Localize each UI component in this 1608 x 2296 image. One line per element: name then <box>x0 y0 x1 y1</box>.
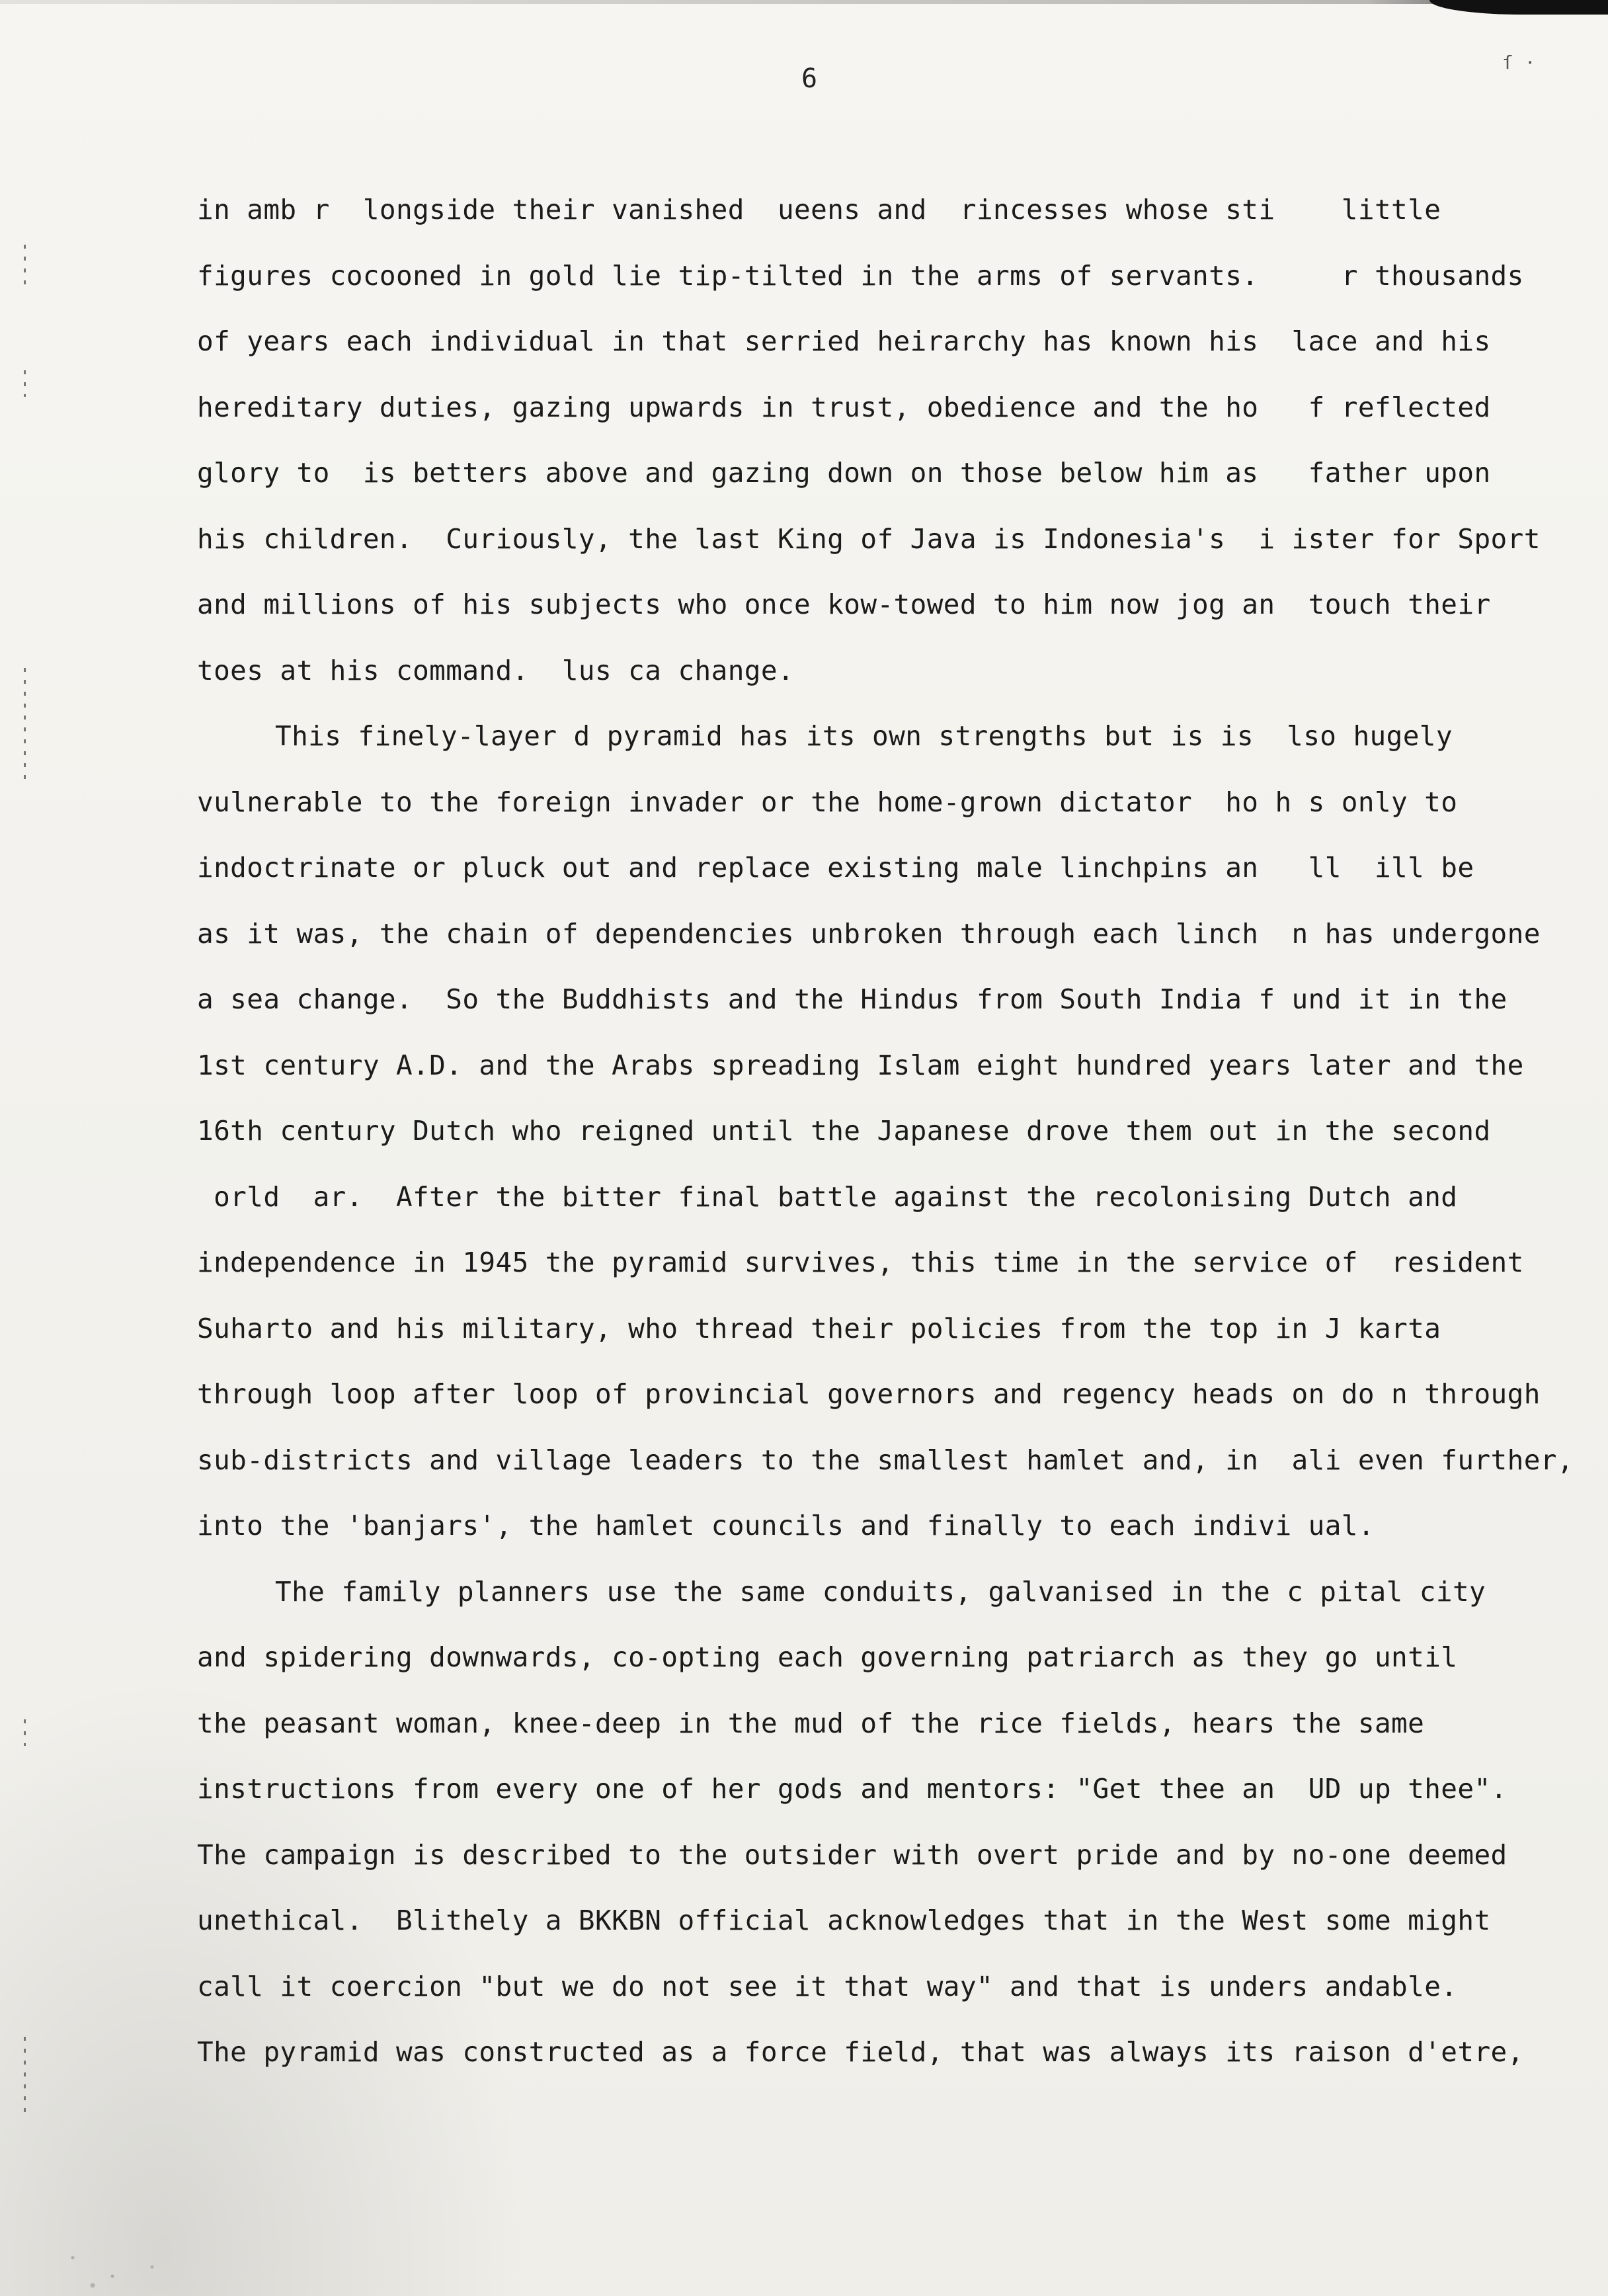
text-line: his children. Curiously, the last King of Java is Indonesia's i ister for Sport <box>197 522 1541 555</box>
text-line: unethical. Blithely a BKKBN official acknowledges that in the West some might <box>197 1905 1491 1936</box>
text-line: The campaign is described to the outsider with overt pride and by no-one deemed <box>197 1838 1508 1871</box>
scan-top-edge <box>0 0 1608 4</box>
text-line: toes at his command. lus ca change. <box>197 654 795 686</box>
body-text <box>197 177 1574 2086</box>
scan-speckle <box>33 2202 231 2295</box>
text-line: sub-districts and village leaders to the smallest hamlet and, in ali even further, <box>197 1444 1574 1476</box>
text-line: 1st century A.D. and the Arabs spreading Islam eight hundred years later and the <box>197 1049 1524 1081</box>
text-line: indoctrinate or pluck out and replace existing male linchpins an ll ill be <box>197 852 1474 883</box>
text-line: Suharto and his military, who thread their policies from the top in J karta <box>197 1312 1441 1344</box>
text-line: the peasant woman, knee-deep in the mud of the rice fields, hears the same <box>197 1707 1425 1739</box>
text-line: hereditary duties, gazing upwards in trust, obedience and the ho f reflected <box>197 391 1491 423</box>
text-line: independence in 1945 the pyramid survives, this time in the service of resident <box>197 1247 1524 1278</box>
text-line: glory to is betters above and gazing down on those below him as father upon <box>197 457 1491 489</box>
scan-margin-dots <box>24 668 26 780</box>
scan-corner-mark <box>1429 0 1608 15</box>
text-line: figures cocooned in gold lie tip-tilted in the arms of servants. r thousands <box>197 259 1524 292</box>
text-line: through loop after loop of provincial governors and regency heads on do n through <box>197 1378 1541 1410</box>
scan-margin-dots <box>24 370 26 397</box>
text-line: a sea change. So the Buddhists and the Hindus from South India f und it in the <box>197 983 1508 1015</box>
text-line: and spidering downwards, co-opting each governing patriarch as they go until <box>197 1641 1458 1673</box>
scan-margin-dots <box>24 2037 26 2116</box>
text-line: The family planners use the same conduits, galvanised in the c pital city <box>275 1575 1486 1608</box>
margin-mark: ſ · <box>1502 52 1536 73</box>
scan-margin-dots <box>24 245 26 284</box>
text-line: call it coercion "but we do not see it that way" and that is unders andable. <box>197 1970 1458 2002</box>
text-line: of years each individual in that serried heirarchy has known his lace and his <box>197 325 1491 357</box>
text-line: This finely-layer d pyramid has its own strengths but is is lso hugely <box>275 720 1453 752</box>
text-line: in amb r longside their vanished ueens and rincesses whose sti little <box>197 194 1441 226</box>
text-line: and millions of his subjects who once kow-towed to him now jog an touch their <box>197 589 1491 620</box>
text-line: The pyramid was constructed as a force field, that was always its raison d'etre, <box>197 2036 1524 2068</box>
text-line: orld ar. After the bitter final battle against the recolonising Dutch and <box>197 1180 1458 1213</box>
text-line: as it was, the chain of dependencies unbroken through each linch n has undergone <box>197 917 1541 950</box>
text-line: into the 'banjars', the hamlet councils and finally to each indivi ual. <box>197 1510 1375 1541</box>
text-line: vulnerable to the foreign invader or the home-grown dictator ho h s only to <box>197 786 1458 818</box>
scan-margin-dots <box>24 1719 26 1746</box>
text-line: instructions from every one of her gods and mentors: "Get thee an UD up thee". <box>197 1773 1508 1805</box>
page-number: 6 <box>801 63 818 94</box>
text-line: 16th century Dutch who reigned until the Japanese drove them out in the second <box>197 1115 1491 1147</box>
